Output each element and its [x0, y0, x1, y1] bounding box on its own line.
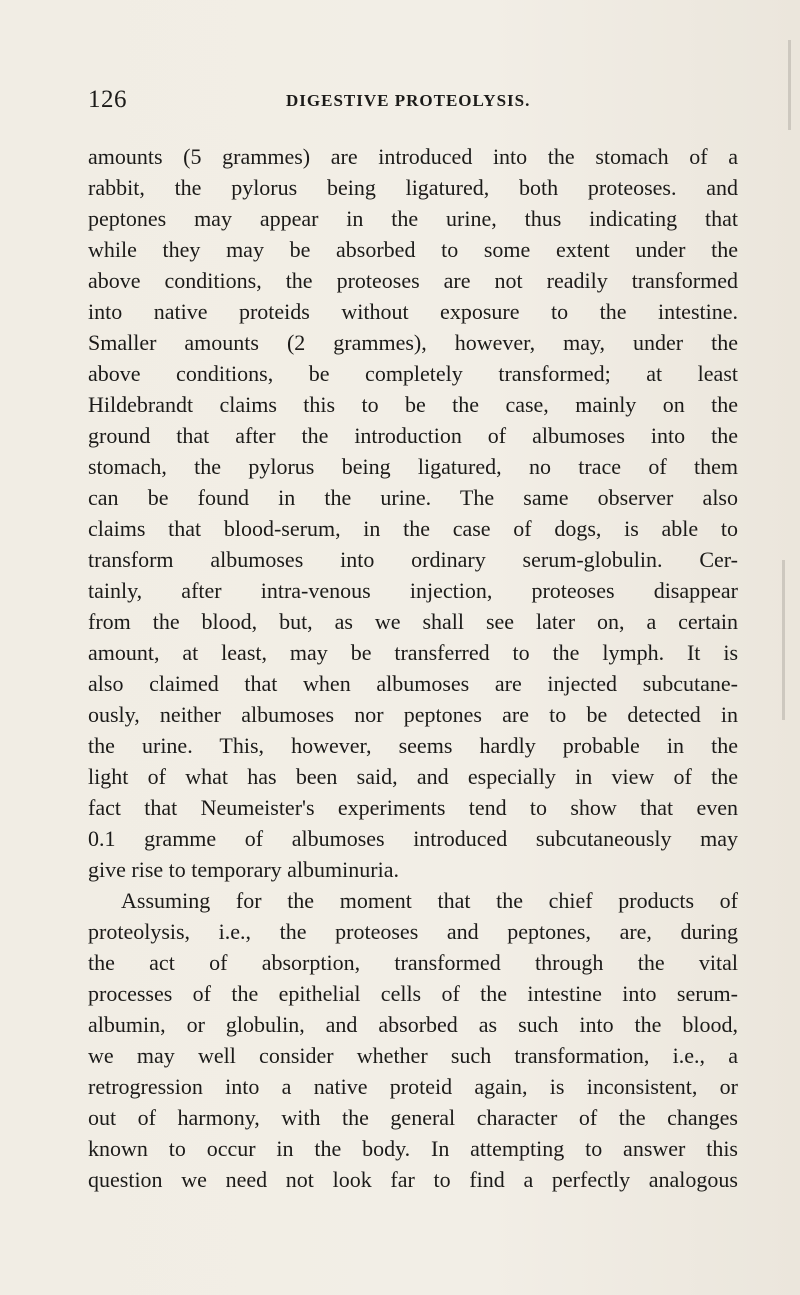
- text-line: amounts (5 grammes) are introduced into the stomach of a: [88, 144, 738, 169]
- running-head: DIGESTIVE PROTEOLYSIS.: [286, 91, 531, 110]
- text-line: light of what has been said, and especially in view of the: [88, 764, 738, 789]
- text-line: claims that blood-serum, in the case of dogs, is able to: [88, 516, 738, 541]
- text-line: above conditions, be completely transformed; at least: [88, 361, 738, 386]
- text-line: Smaller amounts (2 grammes), however, may, under the: [88, 330, 738, 355]
- text-line: can be found in the urine. The same observer also: [88, 485, 738, 510]
- paragraph-end-line: give rise to temporary albuminuria.: [88, 857, 399, 882]
- text-line: also claimed that when albumoses are injected subcutane-: [88, 671, 738, 696]
- text-line: rabbit, the pylorus being ligatured, both proteoses. and: [88, 175, 738, 200]
- text-line: amount, at least, may be transferred to the lymph. It is: [88, 640, 738, 665]
- scan-edge-mark: [788, 40, 791, 130]
- text-line: into native proteids without exposure to the intestine.: [88, 299, 738, 324]
- page-header: [88, 86, 738, 116]
- paragraph-start-line: Assuming for the moment that the chief products of: [121, 888, 738, 913]
- text-line: peptones may appear in the urine, thus indicating that: [88, 206, 738, 231]
- text-line: out of harmony, with the general character of the changes: [88, 1105, 738, 1130]
- page-number: 126: [88, 86, 127, 113]
- text-line: above conditions, the proteoses are not readily transformed: [88, 268, 738, 293]
- scan-edge-mark: [782, 560, 785, 720]
- text-line: stomach, the pylorus being ligatured, no trace of them: [88, 454, 738, 479]
- text-line: albumin, or globulin, and absorbed as such into the blood,: [88, 1012, 738, 1037]
- text-line: from the blood, but, as we shall see later on, a certain: [88, 609, 738, 634]
- text-line: ground that after the introduction of albumoses into the: [88, 423, 738, 448]
- text-line: processes of the epithelial cells of the intestine into serum-: [88, 981, 738, 1006]
- text-line: we may well consider whether such transformation, i.e., a: [88, 1043, 738, 1068]
- text-line: 0.1 gramme of albumoses introduced subcutaneously may: [88, 826, 738, 851]
- text-line: the urine. This, however, seems hardly probable in the: [88, 733, 738, 758]
- text-line: fact that Neumeister's experiments tend to show that even: [88, 795, 738, 820]
- text-line: ously, neither albumoses nor peptones are to be detected in: [88, 702, 738, 727]
- text-line: transform albumoses into ordinary serum-globulin. Cer-: [88, 547, 738, 572]
- text-line: the act of absorption, transformed through the vital: [88, 950, 738, 975]
- text-line: known to occur in the body. In attempting to answer this: [88, 1136, 738, 1161]
- body-text: [88, 141, 738, 1195]
- text-line: tainly, after intra-venous injection, proteoses disappear: [88, 578, 738, 603]
- text-line: retrogression into a native proteid again, is inconsistent, or: [88, 1074, 738, 1099]
- text-line: proteolysis, i.e., the proteoses and peptones, are, during: [88, 919, 738, 944]
- text-line: while they may be absorbed to some extent under the: [88, 237, 738, 262]
- text-line: Hildebrandt claims this to be the case, mainly on the: [88, 392, 738, 417]
- text-line: question we need not look far to find a perfectly analogous: [88, 1167, 738, 1192]
